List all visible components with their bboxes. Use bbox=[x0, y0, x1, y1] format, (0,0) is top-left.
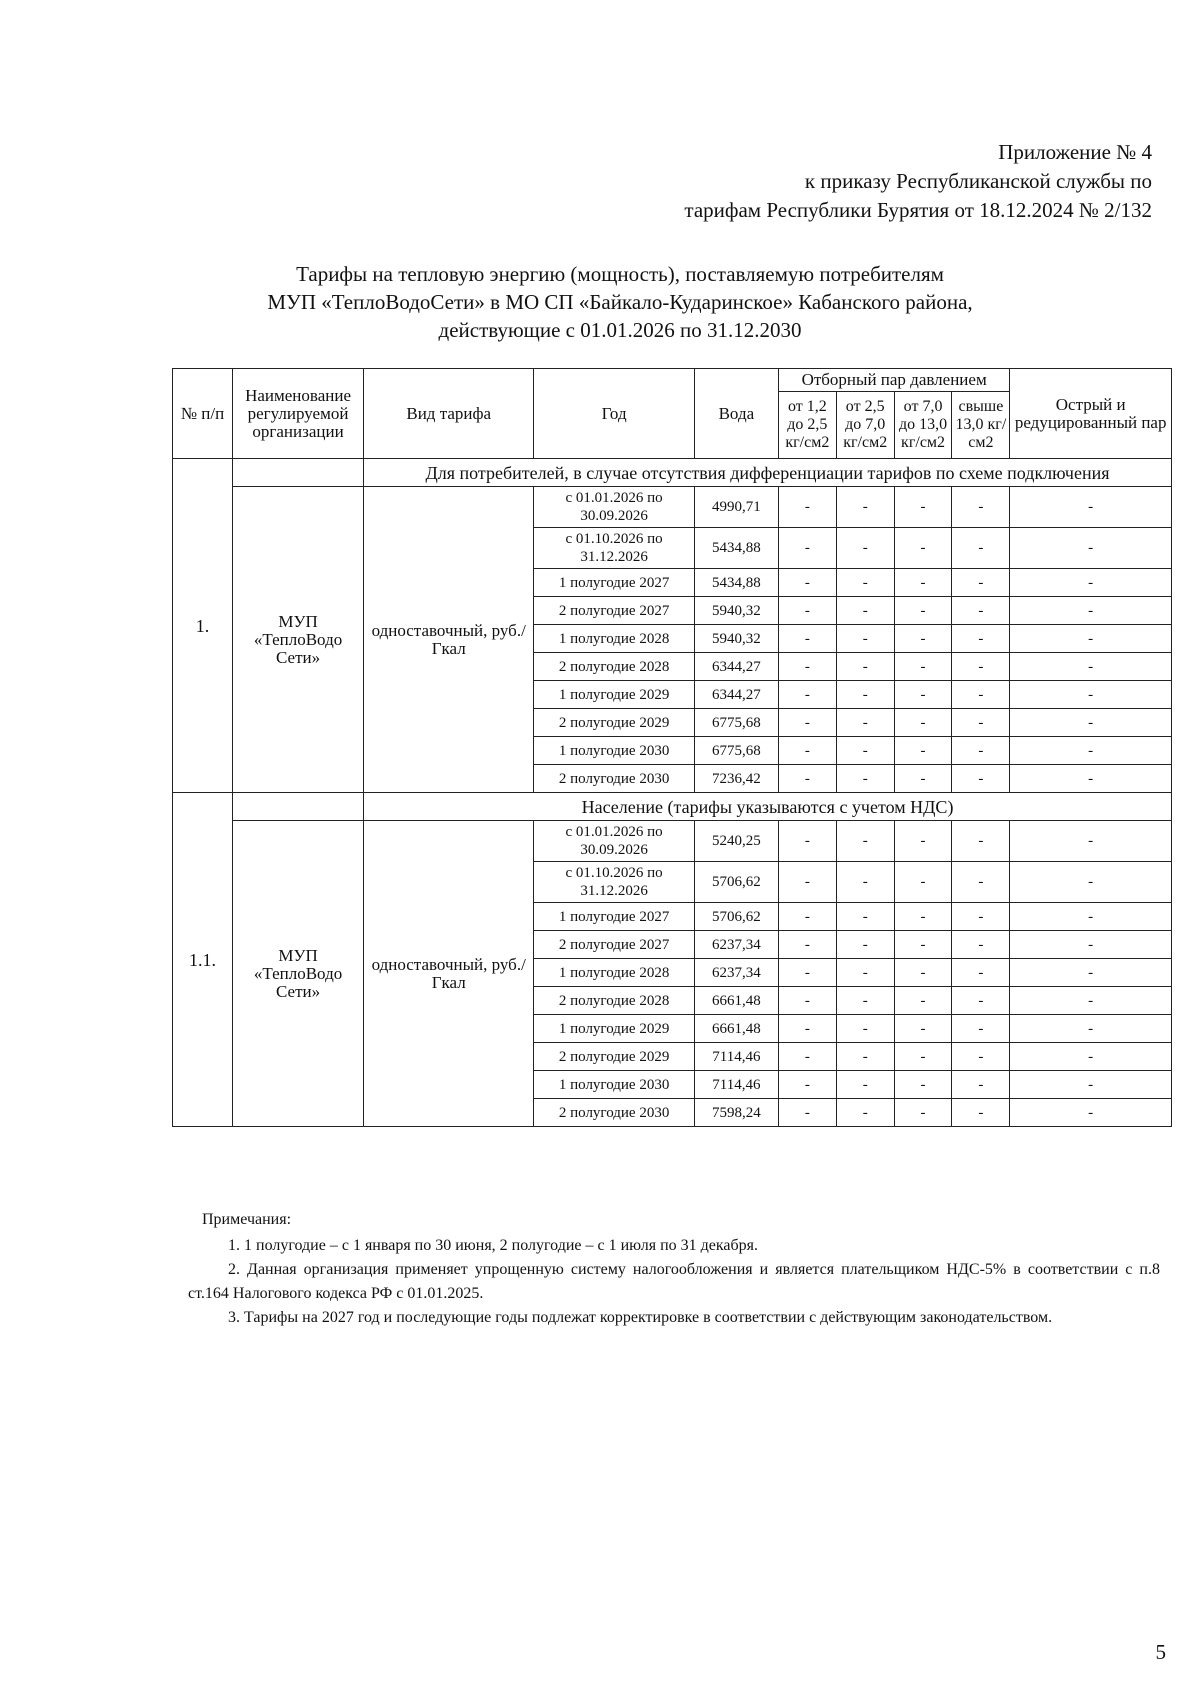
section-caption-row bbox=[173, 793, 1172, 821]
empty-value-dash: - bbox=[778, 931, 836, 959]
period-cell: 1 полугодие 2028 bbox=[534, 959, 694, 987]
empty-value-dash: - bbox=[952, 569, 1010, 597]
title-line-3: действующие с 01.01.2026 по 31.12.2030 bbox=[438, 318, 802, 342]
empty-value-dash: - bbox=[778, 765, 836, 793]
organization-name: МУП «ТеплоВодо Сети» bbox=[233, 487, 364, 793]
water-tariff-value: 6775,68 bbox=[694, 737, 778, 765]
water-tariff-value: 7114,46 bbox=[694, 1043, 778, 1071]
empty-value-dash: - bbox=[952, 862, 1010, 903]
empty-value-dash: - bbox=[894, 528, 952, 569]
empty-value-dash: - bbox=[1010, 765, 1172, 793]
empty-value-dash: - bbox=[952, 487, 1010, 528]
period-cell: с 01.10.2026 по 31.12.2026 bbox=[534, 862, 694, 903]
period-cell: с 01.01.2026 по 30.09.2026 bbox=[534, 821, 694, 862]
page-number: 5 bbox=[1155, 1640, 1166, 1664]
header-tariff-type: Вид тарифа bbox=[364, 369, 534, 459]
period-cell: 1 полугодие 2027 bbox=[534, 903, 694, 931]
title-line-1: Тарифы на тепловую энергию (мощность), поставляемую потребителям bbox=[296, 262, 944, 286]
period-cell: 2 полугодие 2027 bbox=[534, 931, 694, 959]
water-tariff-value: 7598,24 bbox=[694, 1099, 778, 1127]
empty-value-dash: - bbox=[952, 737, 1010, 765]
appendix-header bbox=[684, 138, 1152, 225]
empty-value-dash: - bbox=[836, 1043, 894, 1071]
empty-value-dash: - bbox=[952, 681, 1010, 709]
table-row bbox=[173, 821, 1172, 862]
empty-value-dash: - bbox=[952, 765, 1010, 793]
empty-value-dash: - bbox=[894, 709, 952, 737]
empty-value-dash: - bbox=[836, 987, 894, 1015]
empty-value-dash: - bbox=[778, 959, 836, 987]
empty-value-dash: - bbox=[1010, 862, 1172, 903]
empty-value-dash: - bbox=[1010, 821, 1172, 862]
empty-value-dash: - bbox=[836, 737, 894, 765]
empty-value-dash: - bbox=[836, 709, 894, 737]
empty-value-dash: - bbox=[836, 1015, 894, 1043]
empty-value-dash: - bbox=[778, 681, 836, 709]
period-cell: 1 полугодие 2030 bbox=[534, 1071, 694, 1099]
water-tariff-value: 6661,48 bbox=[694, 987, 778, 1015]
empty-value-dash: - bbox=[1010, 1071, 1172, 1099]
empty-value-dash: - bbox=[894, 959, 952, 987]
empty-value-dash: - bbox=[1010, 528, 1172, 569]
empty-value-dash: - bbox=[836, 569, 894, 597]
empty-value-dash: - bbox=[1010, 487, 1172, 528]
water-tariff-value: 4990,71 bbox=[694, 487, 778, 528]
water-tariff-value: 5940,32 bbox=[694, 597, 778, 625]
empty-value-dash: - bbox=[894, 987, 952, 1015]
empty-value-dash: - bbox=[894, 1099, 952, 1127]
empty-value-dash: - bbox=[1010, 1015, 1172, 1043]
period-cell: 1 полугодие 2030 bbox=[534, 737, 694, 765]
header-pressure-3: от 7,0 до 13,0 кг/см2 bbox=[894, 392, 952, 459]
header-num: № п/п bbox=[173, 369, 233, 459]
document-title bbox=[170, 260, 1070, 344]
period-cell: 2 полугодие 2030 bbox=[534, 1099, 694, 1127]
empty-value-dash: - bbox=[1010, 987, 1172, 1015]
empty-value-dash: - bbox=[836, 1071, 894, 1099]
empty-cell bbox=[233, 793, 364, 821]
header-pressure-1: от 1,2 до 2,5 кг/см2 bbox=[778, 392, 836, 459]
header-water: Вода bbox=[694, 369, 778, 459]
empty-value-dash: - bbox=[894, 597, 952, 625]
empty-value-dash: - bbox=[894, 765, 952, 793]
empty-value-dash: - bbox=[1010, 625, 1172, 653]
empty-value-dash: - bbox=[836, 903, 894, 931]
empty-value-dash: - bbox=[894, 821, 952, 862]
water-tariff-value: 5240,25 bbox=[694, 821, 778, 862]
tariff-table-body bbox=[173, 459, 1172, 1127]
section-caption: Для потребителей, в случае отсутствия дифференциации тарифов по схеме подключения bbox=[364, 459, 1172, 487]
water-tariff-value: 6661,48 bbox=[694, 1015, 778, 1043]
tariff-type: одноставочный, руб./Гкал bbox=[364, 821, 534, 1127]
empty-value-dash: - bbox=[952, 597, 1010, 625]
empty-value-dash: - bbox=[1010, 737, 1172, 765]
empty-value-dash: - bbox=[836, 765, 894, 793]
empty-value-dash: - bbox=[778, 625, 836, 653]
empty-value-dash: - bbox=[836, 931, 894, 959]
empty-value-dash: - bbox=[1010, 1043, 1172, 1071]
water-tariff-value: 6775,68 bbox=[694, 709, 778, 737]
empty-value-dash: - bbox=[778, 903, 836, 931]
empty-value-dash: - bbox=[778, 1015, 836, 1043]
appendix-line-3: тарифам Республики Бурятия от 18.12.2024 № 2/132 bbox=[684, 198, 1152, 222]
empty-value-dash: - bbox=[894, 862, 952, 903]
title-line-2: МУП «ТеплоВодоСети» в МО СП «Байкало-Кударинское» Кабанского района, bbox=[267, 290, 973, 314]
period-cell: 1 полугодие 2028 bbox=[534, 625, 694, 653]
empty-value-dash: - bbox=[952, 1099, 1010, 1127]
header-org: Наименование регулируемой организации bbox=[233, 369, 364, 459]
empty-value-dash: - bbox=[778, 1071, 836, 1099]
empty-value-dash: - bbox=[952, 528, 1010, 569]
empty-value-dash: - bbox=[836, 487, 894, 528]
period-cell: с 01.10.2026 по 31.12.2026 bbox=[534, 528, 694, 569]
empty-value-dash: - bbox=[1010, 709, 1172, 737]
empty-value-dash: - bbox=[778, 528, 836, 569]
empty-value-dash: - bbox=[952, 709, 1010, 737]
period-cell: 2 полугодие 2029 bbox=[534, 1043, 694, 1071]
empty-value-dash: - bbox=[778, 1043, 836, 1071]
empty-cell bbox=[233, 459, 364, 487]
empty-value-dash: - bbox=[1010, 903, 1172, 931]
empty-value-dash: - bbox=[836, 821, 894, 862]
empty-value-dash: - bbox=[894, 653, 952, 681]
empty-value-dash: - bbox=[778, 987, 836, 1015]
water-tariff-value: 7236,42 bbox=[694, 765, 778, 793]
empty-value-dash: - bbox=[894, 569, 952, 597]
empty-value-dash: - bbox=[836, 625, 894, 653]
empty-value-dash: - bbox=[778, 569, 836, 597]
empty-value-dash: - bbox=[1010, 681, 1172, 709]
section-number: 1. bbox=[173, 459, 233, 793]
appendix-line-1: Приложение № 4 bbox=[998, 140, 1152, 164]
section-caption-row bbox=[173, 459, 1172, 487]
empty-value-dash: - bbox=[894, 1071, 952, 1099]
header-steam-group: Отборный пар давлением bbox=[778, 369, 1009, 392]
empty-value-dash: - bbox=[1010, 1099, 1172, 1127]
empty-value-dash: - bbox=[894, 737, 952, 765]
section-caption: Население (тарифы указываются с учетом НДС) bbox=[364, 793, 1172, 821]
organization-name: МУП «ТеплоВодо Сети» bbox=[233, 821, 364, 1127]
water-tariff-value: 5434,88 bbox=[694, 569, 778, 597]
empty-value-dash: - bbox=[1010, 931, 1172, 959]
empty-value-dash: - bbox=[894, 903, 952, 931]
period-cell: 2 полугодие 2028 bbox=[534, 653, 694, 681]
tariff-type: одноставочный, руб./Гкал bbox=[364, 487, 534, 793]
notes-title: Примечания: bbox=[202, 1211, 292, 1228]
header-pressure-2: от 2,5 до 7,0 кг/см2 bbox=[836, 392, 894, 459]
empty-value-dash: - bbox=[836, 862, 894, 903]
water-tariff-value: 5940,32 bbox=[694, 625, 778, 653]
empty-value-dash: - bbox=[1010, 569, 1172, 597]
empty-value-dash: - bbox=[894, 625, 952, 653]
empty-value-dash: - bbox=[778, 487, 836, 528]
empty-value-dash: - bbox=[1010, 597, 1172, 625]
empty-value-dash: - bbox=[952, 1043, 1010, 1071]
empty-value-dash: - bbox=[952, 1071, 1010, 1099]
note-item: 3. Тарифы на 2027 год и последующие годы подлежат корректировке в соответствии с действующим законодательством. bbox=[228, 1309, 1053, 1326]
empty-value-dash: - bbox=[894, 487, 952, 528]
empty-value-dash: - bbox=[836, 1099, 894, 1127]
empty-value-dash: - bbox=[836, 597, 894, 625]
water-tariff-value: 6237,34 bbox=[694, 959, 778, 987]
period-cell: 2 полугодие 2028 bbox=[534, 987, 694, 1015]
section-number: 1.1. bbox=[173, 793, 233, 1127]
empty-value-dash: - bbox=[778, 862, 836, 903]
period-cell: 2 полугодие 2030 bbox=[534, 765, 694, 793]
tariff-table bbox=[172, 368, 1172, 1127]
empty-value-dash: - bbox=[952, 903, 1010, 931]
empty-value-dash: - bbox=[952, 1015, 1010, 1043]
water-tariff-value: 5706,62 bbox=[694, 903, 778, 931]
water-tariff-value: 5706,62 bbox=[694, 862, 778, 903]
notes bbox=[188, 1208, 1160, 1330]
period-cell: 1 полугодие 2027 bbox=[534, 569, 694, 597]
empty-value-dash: - bbox=[836, 528, 894, 569]
empty-value-dash: - bbox=[1010, 653, 1172, 681]
empty-value-dash: - bbox=[778, 653, 836, 681]
empty-value-dash: - bbox=[952, 653, 1010, 681]
water-tariff-value: 6237,34 bbox=[694, 931, 778, 959]
header-pressure-4: свыше 13,0 кг/см2 bbox=[952, 392, 1010, 459]
empty-value-dash: - bbox=[836, 681, 894, 709]
period-cell: 1 полугодие 2029 bbox=[534, 681, 694, 709]
empty-value-dash: - bbox=[778, 709, 836, 737]
period-cell: 2 полугодие 2027 bbox=[534, 597, 694, 625]
water-tariff-value: 6344,27 bbox=[694, 681, 778, 709]
empty-value-dash: - bbox=[894, 1043, 952, 1071]
header-year: Год bbox=[534, 369, 694, 459]
empty-value-dash: - bbox=[894, 931, 952, 959]
period-cell: 2 полугодие 2029 bbox=[534, 709, 694, 737]
empty-value-dash: - bbox=[778, 821, 836, 862]
empty-value-dash: - bbox=[778, 1099, 836, 1127]
empty-value-dash: - bbox=[952, 959, 1010, 987]
empty-value-dash: - bbox=[778, 737, 836, 765]
empty-value-dash: - bbox=[778, 597, 836, 625]
note-item: 1. 1 полугодие – с 1 января по 30 июня, 2 полугодие – с 1 июля по 31 декабря. bbox=[228, 1237, 759, 1254]
empty-value-dash: - bbox=[836, 653, 894, 681]
period-cell: с 01.01.2026 по 30.09.2026 bbox=[534, 487, 694, 528]
appendix-line-2: к приказу Республиканской службы по bbox=[804, 169, 1152, 193]
empty-value-dash: - bbox=[952, 987, 1010, 1015]
header-sharp-steam: Острый и редуцированный пар bbox=[1010, 369, 1172, 459]
empty-value-dash: - bbox=[836, 959, 894, 987]
empty-value-dash: - bbox=[952, 625, 1010, 653]
table-row bbox=[173, 487, 1172, 528]
water-tariff-value: 5434,88 bbox=[694, 528, 778, 569]
empty-value-dash: - bbox=[894, 681, 952, 709]
water-tariff-value: 7114,46 bbox=[694, 1071, 778, 1099]
empty-value-dash: - bbox=[952, 821, 1010, 862]
period-cell: 1 полугодие 2029 bbox=[534, 1015, 694, 1043]
empty-value-dash: - bbox=[952, 931, 1010, 959]
empty-value-dash: - bbox=[894, 1015, 952, 1043]
empty-value-dash: - bbox=[1010, 959, 1172, 987]
water-tariff-value: 6344,27 bbox=[694, 653, 778, 681]
note-item: 2. Данная организация применяет упрощенную систему налогообложения и является плательщиком НДС-5% в соответствии с п.8 ст.164 Налогового кодекса РФ с 01.01.2025. bbox=[188, 1261, 1160, 1302]
